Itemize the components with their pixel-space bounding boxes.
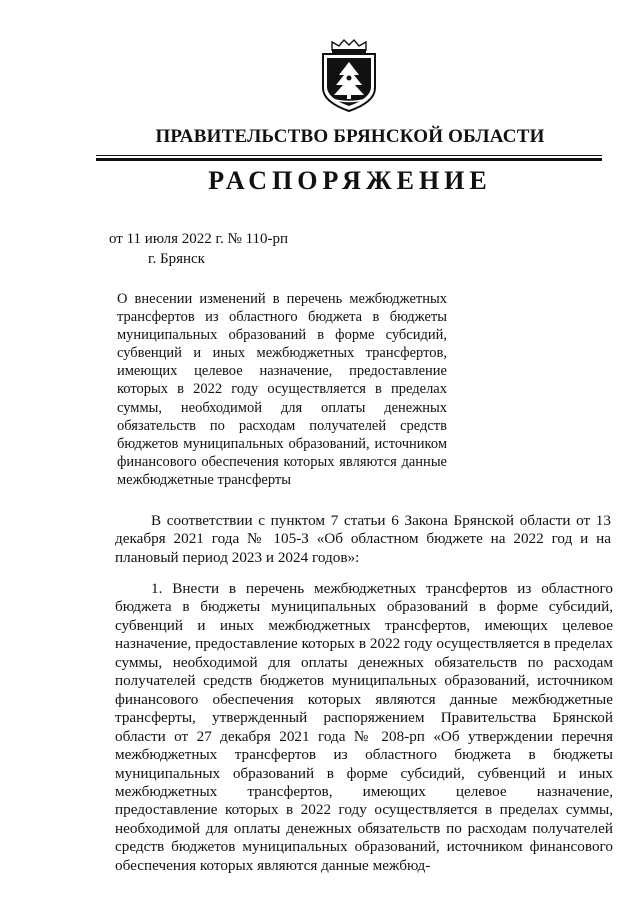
document-type-title: РАСПОРЯЖЕНИЕ	[208, 166, 492, 195]
document-city: г. Брянск	[148, 251, 205, 267]
document-date-number: от 11 июля 2022 г. № 110-рп	[109, 231, 289, 247]
header-rule-thin	[96, 155, 602, 156]
header-rule-thick	[96, 158, 602, 161]
document-subject: О внесении изменений в перечень межбюджетных трансфертов из областного бюджета в бюджеты муниципальных образований в форме субсидий, субвенций и иных межбюджетных трансфертов, имеющих целевое назначение, предоставление которых в 2022 году осуществляется в пределах суммы, необходимой для оплаты денежных обязательств по расходам получателей средств бюджетов муниципальных образований, источником финансового обеспечения которых являются данные межбюджетные трансферты	[117, 291, 447, 488]
government-title: ПРАВИТЕЛЬСТВО БРЯНСКОЙ ОБЛАСТИ	[155, 126, 545, 147]
body-item-1: 1. Внести в перечень межбюджетных трансфертов из областного бюджета в бюджеты муниципальных образований в форме субсидий, субвенций и иных межбюджетных трансфертов, имеющих целевое назначение, предоставление которых в 2022 году осуществляется в пределах суммы, необходимой для оплаты денежных обязательств по расходам получателей средств бюджетов муниципальных образований, источником финансового обеспечения которых являются данные межбюджетные трансферты, утвержденный распоряжением Правительства Брянской области от 27 декабря 2021 года № 208-рп «Об утверждении перечня межбюджетных трансфертов из областного бюджета в бюджеты муниципальных образований в форме субсидий, субвенций и иных межбюджетных трансфертов, имеющих целевое назначение, предоставление которых в 2022 году осуществляется в пределах суммы, необходимой для оплаты денежных обязательств по расходам получателей средств бюджетов муниципальных образований, источником финансового обеспечения которых являются данные межбюд-	[115, 580, 613, 874]
body-preamble: В соответствии с пунктом 7 статьи 6 Закона Брянской области от 13 декабря 2021 года № 105-З «Об областном бюджете на 2022 год и на плановый период 2023 и 2024 годов»:	[115, 512, 611, 566]
bryansk-coat-of-arms-icon	[318, 38, 380, 114]
